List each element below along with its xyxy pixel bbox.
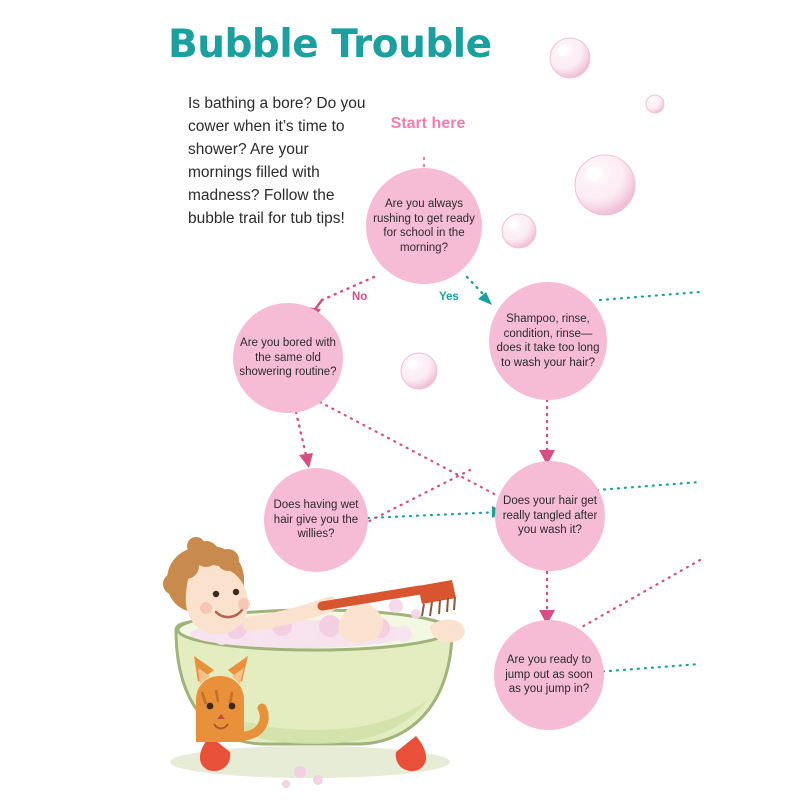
flow-node-1-text: Are you always rushing to get ready for school in the morning? xyxy=(373,198,475,254)
flow-node-3-text: Shampoo, rinse, condition, rinse—does it take too long to wash your hair? xyxy=(496,313,600,369)
start-here-label: Start here xyxy=(390,115,466,132)
flow-node-6-text: Are you ready to jump out as soon as you jump in? xyxy=(505,654,593,696)
edge-label-no: No xyxy=(352,291,368,303)
edge-label-yes: Yes xyxy=(439,291,459,303)
page-title: Bubble Trouble xyxy=(168,22,492,67)
flow-node-2-text: Are you bored with the same old showering routine? xyxy=(239,337,337,379)
flow-node-5-text: Does your hair get really tangled after you wash it? xyxy=(502,495,598,537)
intro-paragraph: Is bathing a bore? Do you cower when it’s time to shower? Are your mornings filled with madness? Follow the bubble trail for tub tips! xyxy=(188,95,366,227)
flow-node-4-text: Does having wet hair give you the willies? xyxy=(273,499,359,541)
